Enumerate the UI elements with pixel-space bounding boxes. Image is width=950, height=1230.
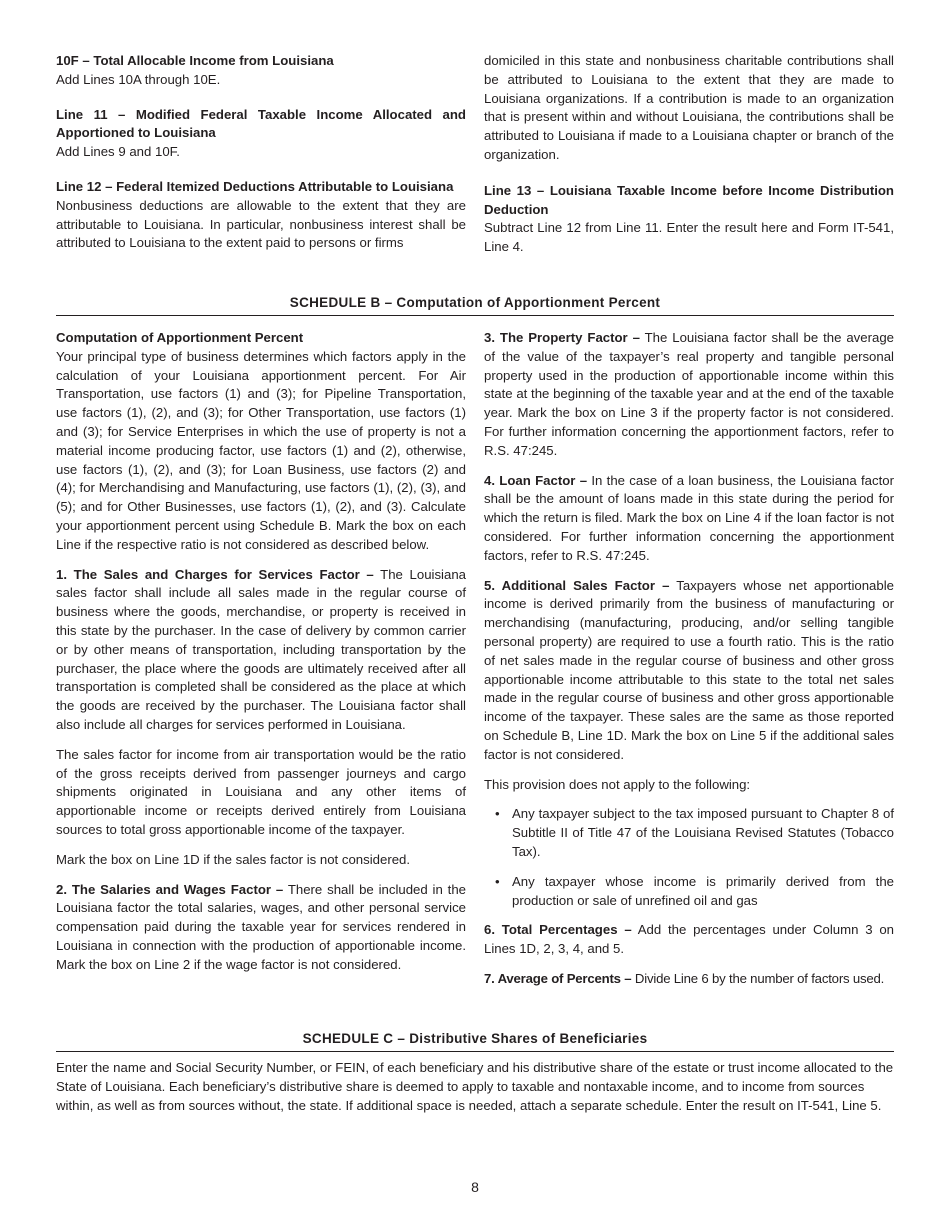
computation-paragraph	[56, 329, 466, 555]
line-10f-block	[56, 52, 466, 90]
line-11-block	[56, 106, 466, 162]
average-percents-text: Divide Line 6 by the number of factors used.	[634, 970, 885, 986]
additional-sales-label: 5. Additional Sales Factor –	[484, 577, 670, 593]
schedule-b-divider	[56, 315, 894, 316]
bullet-icon: •	[495, 873, 500, 889]
line-11-heading: Line 11 – Modified Federal Taxable Income Allocated and Apportioned to Louisiana	[56, 106, 466, 141]
loan-factor-paragraph	[484, 472, 894, 566]
average-percents-paragraph	[484, 970, 894, 989]
schedule-b-title: SCHEDULE B – Computation of Apportionment Percent	[289, 295, 661, 310]
list-item	[484, 805, 894, 861]
schedule-b-right-column	[484, 329, 894, 1000]
property-factor-label: 3. The Property Factor –	[484, 330, 640, 345]
loan-factor-label: 4. Loan Factor –	[484, 472, 588, 488]
schedule-c-title: SCHEDULE C – Distributive Shares of Beneficiaries	[302, 1031, 648, 1046]
total-percentages-paragraph	[484, 921, 894, 959]
line-13-heading: Line 13 – Louisiana Taxable Income before Income Distribution Deduction	[484, 182, 894, 217]
salaries-factor-label: 2. The Salaries and Wages Factor –	[56, 881, 284, 897]
additional-sales-paragraph	[484, 577, 894, 765]
property-factor-paragraph	[484, 329, 894, 461]
loan-factor-text: In the case of a loan business, the Louisiana factor shall be the amount of loans made in this state during the period for which the return is filed. Mark the box on Line 4 if the loan factor is not considered. For further information concerning the apportionment factors, refer to R.S. 47:245.	[484, 472, 894, 563]
list-item	[484, 873, 894, 911]
total-percentages-label: 6. Total Percentages –	[484, 922, 632, 938]
total-percentages-text: Add the percentages under Column 3 on Lines 1D, 2, 3, 4, and 5.	[484, 922, 894, 957]
provision-paragraph: This provision does not apply to the following:	[484, 776, 751, 792]
additional-sales-text: Taxpayers whose net apportionable income is derived primarily from the business of manufacturing or merchandising (manufacturing, producing, and/or selling tangible personal property) are required to use a fourth ratio. This is the ratio of net sales made in the regular course of business and other gross apportionable income attributable to this state to the total net sales made in the regular course of business and other gross apportionable income of the taxpayer. These sales are the same as those reported on Schedule B, Line 1D. Mark the box on Line 5 if the additional sales factor is not considered.	[484, 577, 894, 762]
salaries-factor-paragraph	[56, 881, 466, 975]
list-item-text: Any taxpayer whose income is primarily derived from the production or sale of unrefined oil and gas	[512, 873, 894, 908]
sales-factor-label: 1. The Sales and Charges for Services Factor –	[56, 566, 374, 582]
computation-text: Your principal type of business determines which factors apply in the calculation of your Louisiana apportionment percent. For Air Transportation, use factors (1) and (3); for Pipeline Transportation, use factors (1), (2), and (3); for Other Transportation, use factors (1) and (3); for Service Enterprises in which the use of property is not a material income producing factor, use factors (1) and (2), otherwise, use factors (1), (2), and (3); for Loan Business, use factors (2) and (4); for Merchandising and Manufacturing, use factors (1), (2), (3), and (5); and for Other Businesses, use factors (1), (2), and (3). Calculate your apportionment percent using Schedule B. Mark the box on each Line if the respective ratio is not considered as described below.	[56, 348, 466, 552]
line-11-text: Add Lines 9 and 10F.	[56, 144, 180, 160]
list-item-text: Any taxpayer subject to the tax imposed pursuant to Chapter 8 of Subtitle II of Title 47 of the Louisiana Revised Statutes (Tobacco Tax).	[512, 806, 894, 859]
line-1d-note: Mark the box on Line 1D if the sales factor is not considered.	[56, 851, 411, 867]
schedule-c-divider	[56, 1051, 894, 1052]
computation-heading: Computation of Apportionment Percent	[56, 330, 304, 345]
line-12-continuation: domiciled in this state and nonbusiness charitable contributions shall be attributed to Louisiana to the extent that they are made to Louisiana organizations. If a contribution is made to an organization that is present within and without Louisiana, the contributions shall be attributed to Louisiana if made to a Louisiana chapter or branch of the organization.	[484, 53, 894, 162]
air-transport-paragraph: The sales factor for income from air transportation would be the ratio of the gross receipts derived from passenger journeys and cargo shipments originated in Louisiana and any other items of apportionable income or receipts derived entirely from Louisiana sources to total gross apportionable income of the taxpayer.	[56, 746, 466, 837]
salaries-factor-text: There shall be included in the Louisiana factor the total salaries, wages, and other personal service compensation paid during the taxable year for services rendered in Louisiana in connection with the production of apportionable income. Mark the box on Line 2 if the wage factor is not considered.	[56, 881, 466, 972]
top-right-column	[484, 52, 894, 273]
sales-factor-text: The Louisiana sales factor shall include all sales made in the regular course of business where the goods, merchandise, or property is received in this state by the purchaser. In the case of delivery by common carrier or by other means of transportation, including transportation by the purchaser, the place where the goods are ultimately received after all transportation is completed shall be considered as the place at which the goods are received by the purchaser. The Louisiana factor shall also include all charges for services performed in Louisiana.	[56, 566, 466, 732]
line-12-block	[56, 178, 466, 253]
schedule-b-left-column	[56, 329, 466, 986]
schedule-c-text: Enter the name and Social Security Number, or FEIN, of each beneficiary and his distributive share of the estate or trust income allocated to the State of Louisiana. Each beneficiary’s distributive share is deemed to apply to taxable and nontaxable income, and to income from sources within, as well as from sources without, the state. If additional space is needed, attach a separate schedule. Enter the result on IT-541, Line 5.	[56, 1060, 894, 1113]
page-number: 8	[471, 1179, 479, 1195]
line-12-text: Nonbusiness deductions are allowable to the extent that they are attributable to Louisiana. In particular, nonbusiness interest shall be attributed to Louisiana to the extent paid to persons or firms	[56, 197, 466, 251]
line-13-block	[484, 182, 894, 257]
line-12-heading: Line 12 – Federal Itemized Deductions Attributable to Louisiana	[56, 178, 454, 194]
line-10f-heading: 10F – Total Allocable Income from Louisiana	[56, 53, 334, 68]
average-percents-label: 7. Average of Percents –	[484, 970, 632, 986]
sales-factor-paragraph	[56, 566, 466, 735]
top-left-column	[56, 52, 466, 269]
bullet-icon: •	[495, 806, 500, 822]
exclusion-list	[484, 805, 894, 910]
property-factor-text: The Louisiana factor shall be the average of the value of the taxpayer’s real property and tangible personal property used in the production of apportionable income within this state at the beginning of the taxable year and at the end of the taxable year. Mark the box on Line 3 if the property factor is not considered. For further information concerning the apportionment factors, refer to R.S. 47:245.	[484, 330, 894, 458]
line-10f-text: Add Lines 10A through 10E.	[56, 71, 221, 87]
line-13-text: Subtract Line 12 from Line 11. Enter the result here and Form IT-541, Line 4.	[484, 220, 894, 255]
